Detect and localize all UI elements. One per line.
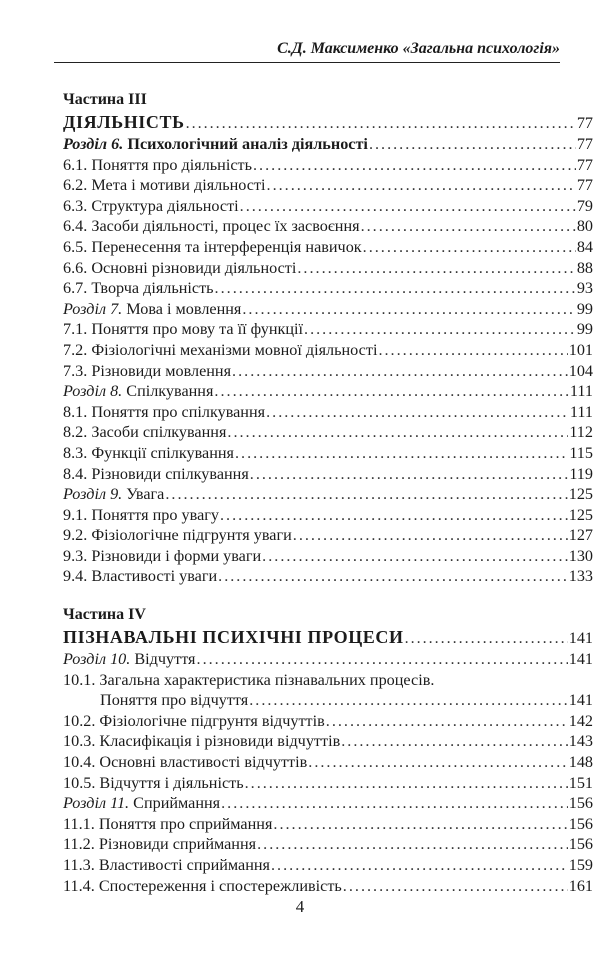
part-label: Частина ІІІ bbox=[63, 91, 147, 108]
section-prefix: Розділ 10. bbox=[63, 650, 131, 669]
toc-entry-title: 7.1. Поняття про мову та її функції bbox=[63, 320, 304, 339]
dot-leader bbox=[363, 237, 576, 258]
toc-entry-title bbox=[63, 381, 213, 402]
toc-page-number: 148 bbox=[568, 753, 593, 772]
dot-leader bbox=[215, 278, 576, 299]
toc-entry-title: Поняття про відчуття bbox=[100, 691, 249, 710]
running-header bbox=[54, 40, 560, 63]
toc-page-number: 99 bbox=[576, 320, 593, 339]
toc-entry-title: 7.3. Різновиди мовлення bbox=[63, 361, 232, 380]
dot-leader bbox=[235, 443, 568, 464]
section-title: Спілкування bbox=[126, 382, 214, 401]
section-prefix: Розділ 9. bbox=[63, 485, 123, 504]
dot-leader bbox=[267, 175, 576, 196]
toc-page-number: 77 bbox=[576, 176, 593, 195]
toc-page-number: 111 bbox=[569, 382, 593, 401]
dot-leader bbox=[369, 134, 576, 155]
dot-leader bbox=[304, 319, 576, 340]
section-title: Відчуття bbox=[134, 650, 196, 669]
toc-page-number: 125 bbox=[568, 485, 593, 504]
toc-entry-title: 10.3. Класифікація і різновиди відчуттів bbox=[63, 732, 341, 751]
toc-page-number: 141 bbox=[568, 691, 593, 710]
dot-leader bbox=[257, 834, 568, 855]
toc-entry[interactable] bbox=[63, 216, 593, 237]
section-prefix: Розділ 7. bbox=[63, 299, 123, 318]
section-title: Увага bbox=[126, 485, 165, 504]
toc-entry[interactable] bbox=[63, 155, 593, 176]
toc-page-number: 141 bbox=[568, 629, 593, 648]
toc-entry-title: ПІЗНАВАЛЬНІ ПСИХІЧНІ ПРОЦЕСИ bbox=[63, 627, 404, 648]
toc-page-number: 133 bbox=[568, 567, 593, 586]
toc-entry-title: 6.5. Перенесення та інтерференція навичок bbox=[63, 237, 362, 256]
toc-entry[interactable] bbox=[63, 422, 593, 443]
toc-page-number: 119 bbox=[569, 464, 593, 483]
toc-entry-title bbox=[63, 299, 241, 320]
section-title: Психологічний аналіз діяльності bbox=[127, 135, 368, 153]
toc-entry-title: 10.2. Фізіологічне підгрунтя відчуттів bbox=[63, 711, 325, 730]
dot-leader bbox=[271, 855, 568, 876]
toc-entry[interactable] bbox=[63, 319, 593, 340]
toc-entry[interactable] bbox=[63, 834, 593, 855]
toc-page-number: 93 bbox=[576, 279, 593, 298]
toc-page-number: 142 bbox=[568, 711, 593, 730]
toc-page-number: 77 bbox=[576, 155, 593, 174]
toc-entry[interactable] bbox=[63, 773, 593, 794]
toc-page-number: 104 bbox=[568, 361, 593, 380]
toc-entry[interactable] bbox=[63, 464, 593, 485]
toc-page-number: 79 bbox=[576, 196, 593, 215]
dot-leader bbox=[293, 525, 568, 546]
dot-leader bbox=[220, 505, 568, 526]
toc-entry-title: 9.4. Властивості уваги bbox=[63, 567, 218, 586]
toc-page-number: 161 bbox=[568, 876, 593, 895]
dot-leader bbox=[341, 731, 568, 752]
toc-entry-title: 9.1. Поняття про увагу bbox=[63, 505, 219, 524]
dot-leader bbox=[343, 876, 568, 897]
dot-leader bbox=[262, 546, 568, 567]
dot-leader bbox=[218, 566, 568, 587]
section-prefix: Розділ 11. bbox=[63, 794, 130, 813]
toc-entry[interactable] bbox=[63, 711, 593, 732]
toc-entry-title: 11.1. Поняття про сприймання bbox=[63, 814, 273, 833]
toc-entry[interactable] bbox=[63, 505, 593, 526]
toc-entry-title: 6.7. Творча діяльність bbox=[63, 279, 214, 298]
toc-entry-title: 9.3. Різновиди і форми уваги bbox=[63, 546, 262, 565]
toc-entry[interactable] bbox=[63, 855, 593, 876]
toc-page-number: 77 bbox=[576, 135, 593, 153]
section-prefix: Розділ 6. bbox=[63, 135, 124, 153]
dot-leader bbox=[221, 793, 568, 814]
dot-leader bbox=[232, 361, 568, 382]
toc-page-number: 127 bbox=[568, 526, 593, 545]
toc-page-number: 159 bbox=[568, 856, 593, 874]
toc-page-number: 156 bbox=[568, 814, 593, 833]
toc-entry[interactable] bbox=[63, 361, 593, 382]
section-title: Мова і мовлення bbox=[126, 299, 242, 318]
toc-entry-title: 11.2. Різновиди сприймання bbox=[63, 835, 257, 854]
section-prefix: Розділ 8. bbox=[63, 382, 123, 401]
toc-entry[interactable] bbox=[63, 793, 593, 814]
toc-page-number: 156 bbox=[568, 835, 593, 854]
toc-entry[interactable] bbox=[63, 402, 593, 423]
toc-entry-title: 10.5. Відчуття і діяльність bbox=[63, 773, 244, 792]
toc-page-number: 115 bbox=[569, 443, 593, 462]
toc-entry[interactable] bbox=[63, 752, 593, 773]
toc-entry[interactable] bbox=[63, 196, 593, 217]
dot-leader bbox=[253, 155, 576, 176]
toc-page-number: 151 bbox=[568, 773, 593, 792]
toc-entry-title: 6.2. Мета і мотиви діяльності bbox=[63, 176, 266, 195]
toc-entry-title bbox=[63, 793, 220, 814]
toc-page-number: 125 bbox=[568, 505, 593, 524]
toc-entry[interactable] bbox=[63, 546, 593, 567]
toc-entry-title: 11.4. Спостереження і спостережливість bbox=[63, 876, 342, 895]
toc-entry[interactable] bbox=[63, 566, 593, 587]
part-label: Частина IV bbox=[63, 606, 146, 624]
toc-page-number: 143 bbox=[568, 732, 593, 751]
toc-entry[interactable] bbox=[63, 175, 593, 196]
page-number: 4 bbox=[295, 897, 305, 916]
toc-entry-title: ДІЯЛЬНІСТЬ bbox=[63, 112, 185, 132]
running-title: С.Д. Максименко «Загальна психологія» bbox=[277, 40, 560, 57]
toc-entry-title: 6.1. Поняття про діяльність bbox=[63, 155, 252, 174]
toc-entry[interactable] bbox=[63, 134, 593, 155]
toc-entry-title: 8.4. Різновиди спілкування bbox=[63, 464, 249, 483]
toc-entry[interactable] bbox=[63, 876, 593, 897]
toc-entry-line: 10.1. Загальна характеристика пізнавальних процесів. bbox=[63, 670, 435, 689]
toc-page-number: 130 bbox=[568, 546, 593, 565]
section-title: Сприймання bbox=[133, 794, 221, 813]
dot-leader bbox=[249, 690, 568, 711]
toc-entry-title: 9.2. Фізіологічне підгрунтя уваги bbox=[63, 526, 292, 545]
dot-leader bbox=[405, 627, 568, 651]
toc-entry[interactable] bbox=[63, 110, 593, 134]
toc-entry-title: 10.4. Основні властивості відчуттів bbox=[63, 753, 308, 772]
toc-page-number: 80 bbox=[576, 217, 593, 236]
toc-entry-title: 8.2. Засоби спілкування bbox=[63, 423, 227, 442]
toc-entry-title: 8.3. Функції спілкування bbox=[63, 443, 234, 462]
toc-entry-title bbox=[63, 484, 164, 505]
dot-leader bbox=[197, 649, 568, 670]
dot-leader bbox=[308, 752, 567, 773]
toc-page-number: 84 bbox=[576, 237, 593, 256]
toc-entry[interactable] bbox=[63, 340, 593, 361]
toc-entry[interactable] bbox=[63, 258, 593, 279]
toc-entry[interactable] bbox=[63, 299, 593, 320]
dot-leader bbox=[297, 258, 575, 279]
toc-entry[interactable] bbox=[63, 649, 593, 670]
toc-page-number: 112 bbox=[569, 423, 593, 442]
dot-leader bbox=[378, 340, 567, 361]
toc-page-number: 88 bbox=[576, 258, 593, 277]
toc-entry-title: 11.3. Властивості сприймання bbox=[63, 856, 270, 874]
toc-entry[interactable] bbox=[63, 278, 593, 299]
toc-entry-title bbox=[63, 134, 368, 155]
toc-page-number: 77 bbox=[576, 114, 593, 132]
toc-page-number: 99 bbox=[576, 299, 593, 318]
toc-entry-title: 8.1. Поняття про спілкування bbox=[63, 402, 266, 421]
toc-entry[interactable] bbox=[63, 381, 593, 402]
toc-entry[interactable] bbox=[63, 237, 593, 258]
toc-page-number: 156 bbox=[568, 794, 593, 813]
dot-leader bbox=[361, 216, 576, 237]
dot-leader bbox=[186, 112, 576, 136]
toc-entry[interactable] bbox=[63, 625, 593, 649]
toc-entry-title: 6.3. Структура діяльності bbox=[63, 196, 239, 215]
dot-leader bbox=[273, 814, 567, 835]
dot-leader bbox=[214, 381, 568, 402]
dot-leader bbox=[165, 484, 567, 505]
dot-leader bbox=[326, 711, 568, 732]
toc-entry[interactable] bbox=[63, 484, 593, 505]
toc-entry-title bbox=[63, 649, 196, 670]
toc-entry[interactable] bbox=[63, 731, 593, 752]
table-of-contents bbox=[63, 90, 593, 896]
toc-entry-title: 6.4. Засоби діяльності, процес їх засвоєння bbox=[63, 217, 360, 236]
dot-leader bbox=[245, 773, 568, 794]
dot-leader bbox=[242, 299, 575, 320]
toc-page-number: 141 bbox=[568, 650, 593, 669]
toc-page-number: 111 bbox=[569, 402, 593, 421]
toc-page-number: 101 bbox=[568, 340, 593, 359]
toc-entry[interactable] bbox=[63, 443, 593, 464]
toc-entry-title: 6.6. Основні різновиди діяльності bbox=[63, 258, 297, 277]
toc-entry[interactable] bbox=[63, 525, 593, 546]
dot-leader bbox=[227, 422, 568, 443]
toc-entry[interactable] bbox=[63, 690, 593, 711]
dot-leader bbox=[240, 196, 576, 217]
dot-leader bbox=[250, 464, 569, 485]
toc-entry[interactable] bbox=[63, 814, 593, 835]
dot-leader bbox=[266, 402, 569, 423]
toc-entry-title: 7.2. Фізіологічні механізми мовної діяльності bbox=[63, 340, 378, 359]
